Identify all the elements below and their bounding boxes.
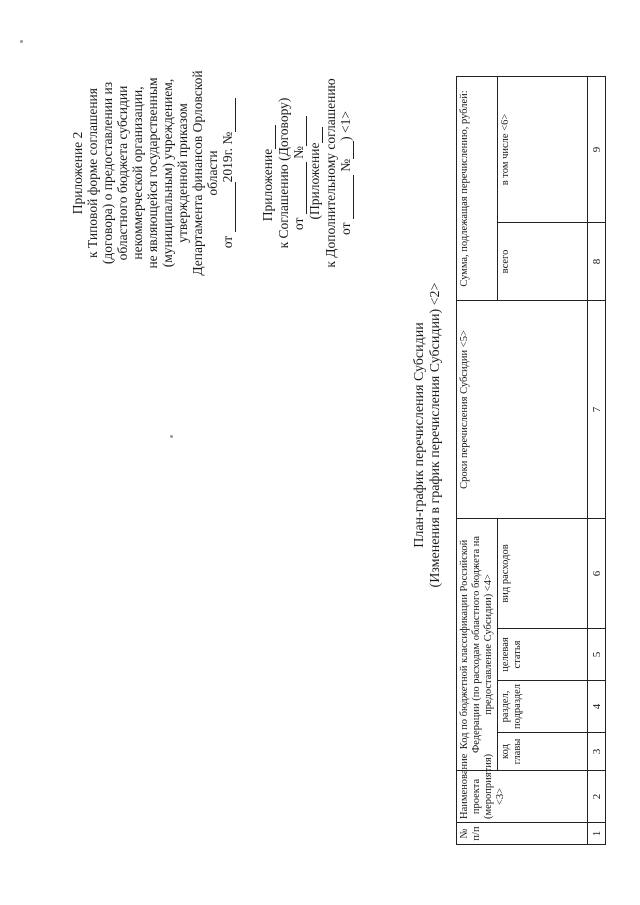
agreement-line	[291, 53, 307, 293]
header-chapter-code: код главы	[498, 733, 588, 771]
date-prefix: от	[338, 222, 353, 235]
header-budget-code: Код по бюджетной классификации Российской Федерации (по расходам областного бюджета на предоставление Субсидии) <4>	[457, 518, 498, 770]
appendix-line: областного бюджета субсидии	[115, 85, 130, 261]
agreement-line	[338, 53, 354, 293]
date-prefix: от	[220, 235, 235, 249]
agreement-appendix	[260, 53, 354, 293]
number-label: №	[291, 145, 306, 159]
table-header-row	[457, 76, 498, 844]
header-amount: Сумма, подлежащая перечислению, рублей:	[457, 76, 498, 300]
column-number: 3	[588, 733, 606, 771]
number-label: №	[220, 131, 235, 145]
blank-line	[260, 125, 276, 149]
column-number: 7	[588, 300, 606, 518]
document-title	[412, 255, 444, 615]
title-line: (Изменения в график перечисления Субсидии) <2>	[428, 282, 443, 588]
column-number: 8	[588, 222, 606, 300]
table-row-column-numbers	[588, 76, 606, 844]
header-number: № п/п	[457, 823, 588, 845]
agreement-line: к Дополнительному соглашению	[323, 78, 338, 268]
agreement-line-text: (Приложение	[307, 142, 322, 220]
appendix-line: Приложение 2	[70, 131, 85, 215]
blank-line	[338, 175, 354, 219]
appendix-line: (договора) о предоставлении из	[100, 81, 115, 265]
footnote-ref: ) <1>	[338, 111, 353, 141]
blank-line	[291, 116, 307, 146]
number-label: №	[338, 158, 353, 172]
header-target-item: целевая статья	[498, 629, 588, 681]
appendix-line: области	[205, 150, 220, 196]
agreement-line: к Соглашению (Договору)	[276, 97, 291, 249]
header-project-name: Наименование проекта (мероприятия) <3>	[457, 771, 588, 823]
agreement-line	[260, 53, 276, 293]
header-expense-type: вид расходов	[498, 518, 588, 628]
schedule-table	[456, 76, 606, 845]
agreement-line-text: Приложение	[260, 148, 275, 222]
appendix-date	[220, 53, 236, 293]
column-number: 9	[588, 76, 606, 222]
appendix-line: Департамента финансов Орловской	[190, 70, 205, 276]
blank-line	[307, 127, 323, 143]
column-number: 4	[588, 681, 606, 733]
date-prefix: от	[291, 217, 306, 231]
appendix-line: к Типовой форме соглашения	[85, 88, 100, 258]
blank-line	[291, 162, 307, 214]
header-section: раздел, подраздел	[498, 681, 588, 733]
appendix-line: (муниципальным) учреждением,	[160, 78, 175, 268]
blank-line	[338, 141, 354, 159]
column-number: 2	[588, 771, 606, 823]
date-year: 2019г.	[220, 148, 235, 183]
header-total: всего	[498, 222, 588, 300]
appendix-header	[70, 53, 236, 293]
header-transfer-terms: Сроки перечисления Субсидии <5>	[457, 300, 588, 518]
appendix-line: некоммерческой организации,	[130, 86, 145, 260]
date-blank	[220, 182, 236, 232]
column-number: 6	[588, 518, 606, 628]
appendix-line: не являющейся государственным	[145, 77, 160, 269]
header-including: в том числе <6>	[498, 76, 588, 222]
column-number: 1	[588, 823, 606, 845]
agreement-line	[307, 53, 323, 293]
appendix-line: утвержденной приказом	[175, 103, 190, 243]
column-number: 5	[588, 629, 606, 681]
number-blank	[220, 98, 236, 132]
title-line: План-график перечисления Субсидии	[412, 322, 427, 548]
